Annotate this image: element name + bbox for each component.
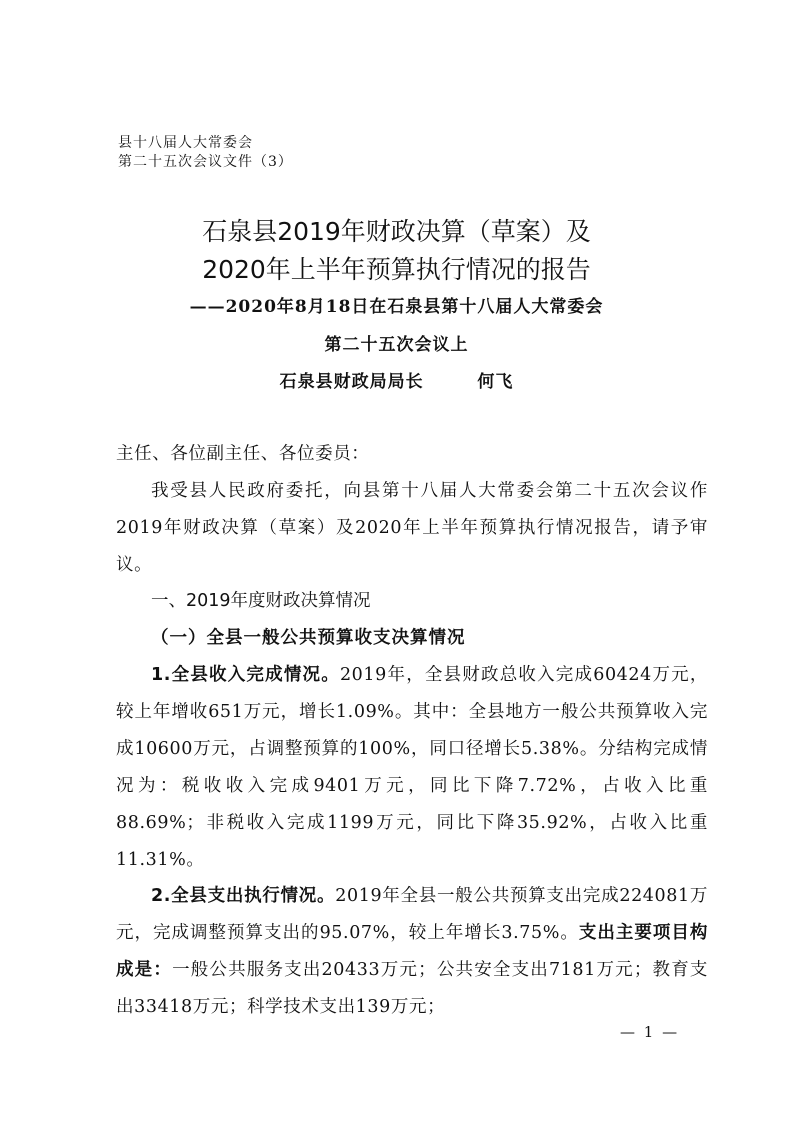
expenditure-items-text: 一般公共服务支出20433万元；公共安全支出7181万元；教育支出33418万元；科学技术支出139万元； [116, 960, 708, 1017]
document-header-line1: 县十八届人大常委会 [118, 135, 253, 151]
salutation: 主任、各位副主任、各位委员： [116, 444, 370, 464]
page-number: — 1 — [620, 1023, 680, 1041]
expenditure-items-label: 支出主要项目构成是： [116, 923, 708, 980]
subtitle-line1: ——2020年8月18日在石泉县第十八届人大常委会 [189, 297, 604, 317]
speaker-line [0, 370, 793, 394]
subtitle-line2: 第二十五次会议上 [324, 335, 469, 355]
revenue-text: 2019年，全县财政总收入完成60424万元，较上年增收651万元，增长1.09%。其中：全县地方一般公共预算收入完成10600万元，占调整预算的100%，同口径增长5.38%。分结构完成情况为：税收收入完成9401万元，同比下降7.72%，占收入比重88.69%；非税收入完成1199万元，同比下降35.92%，占收入比重11.31%。 [116, 665, 708, 870]
section-heading-1: 一、2019年度财政决算情况 [151, 591, 371, 611]
paragraph-expenditure [116, 878, 708, 1026]
intro-paragraph: 我受县人民政府委托，向县第十八届人大常委会第二十五次会议作2019年财政决算（草案）及2020年上半年预算执行情况报告，请予审议。 [116, 481, 708, 575]
expenditure-text: 2019年全县一般公共预算支出完成224081万元，完成调整预算支出的95.07%，较上年增长3.75%。 [116, 886, 708, 943]
paragraph-revenue [116, 657, 708, 879]
subsection-heading-1: （一）全县一般公共预算收支决算情况 [151, 628, 466, 648]
speaker-role: 石泉县财政局局长 [279, 372, 424, 392]
revenue-label: 1.全县收入完成情况。 [151, 665, 340, 685]
report-title-line2: 2020年上半年预算执行情况的报告 [202, 255, 591, 284]
expenditure-label: 2.全县支出执行情况。 [151, 886, 336, 906]
document-header-line2: 第二十五次会议文件（3） [118, 154, 293, 170]
report-title-line1: 石泉县2019年财政决算（草案）及 [202, 217, 591, 246]
speaker-name: 何飞 [477, 372, 514, 392]
